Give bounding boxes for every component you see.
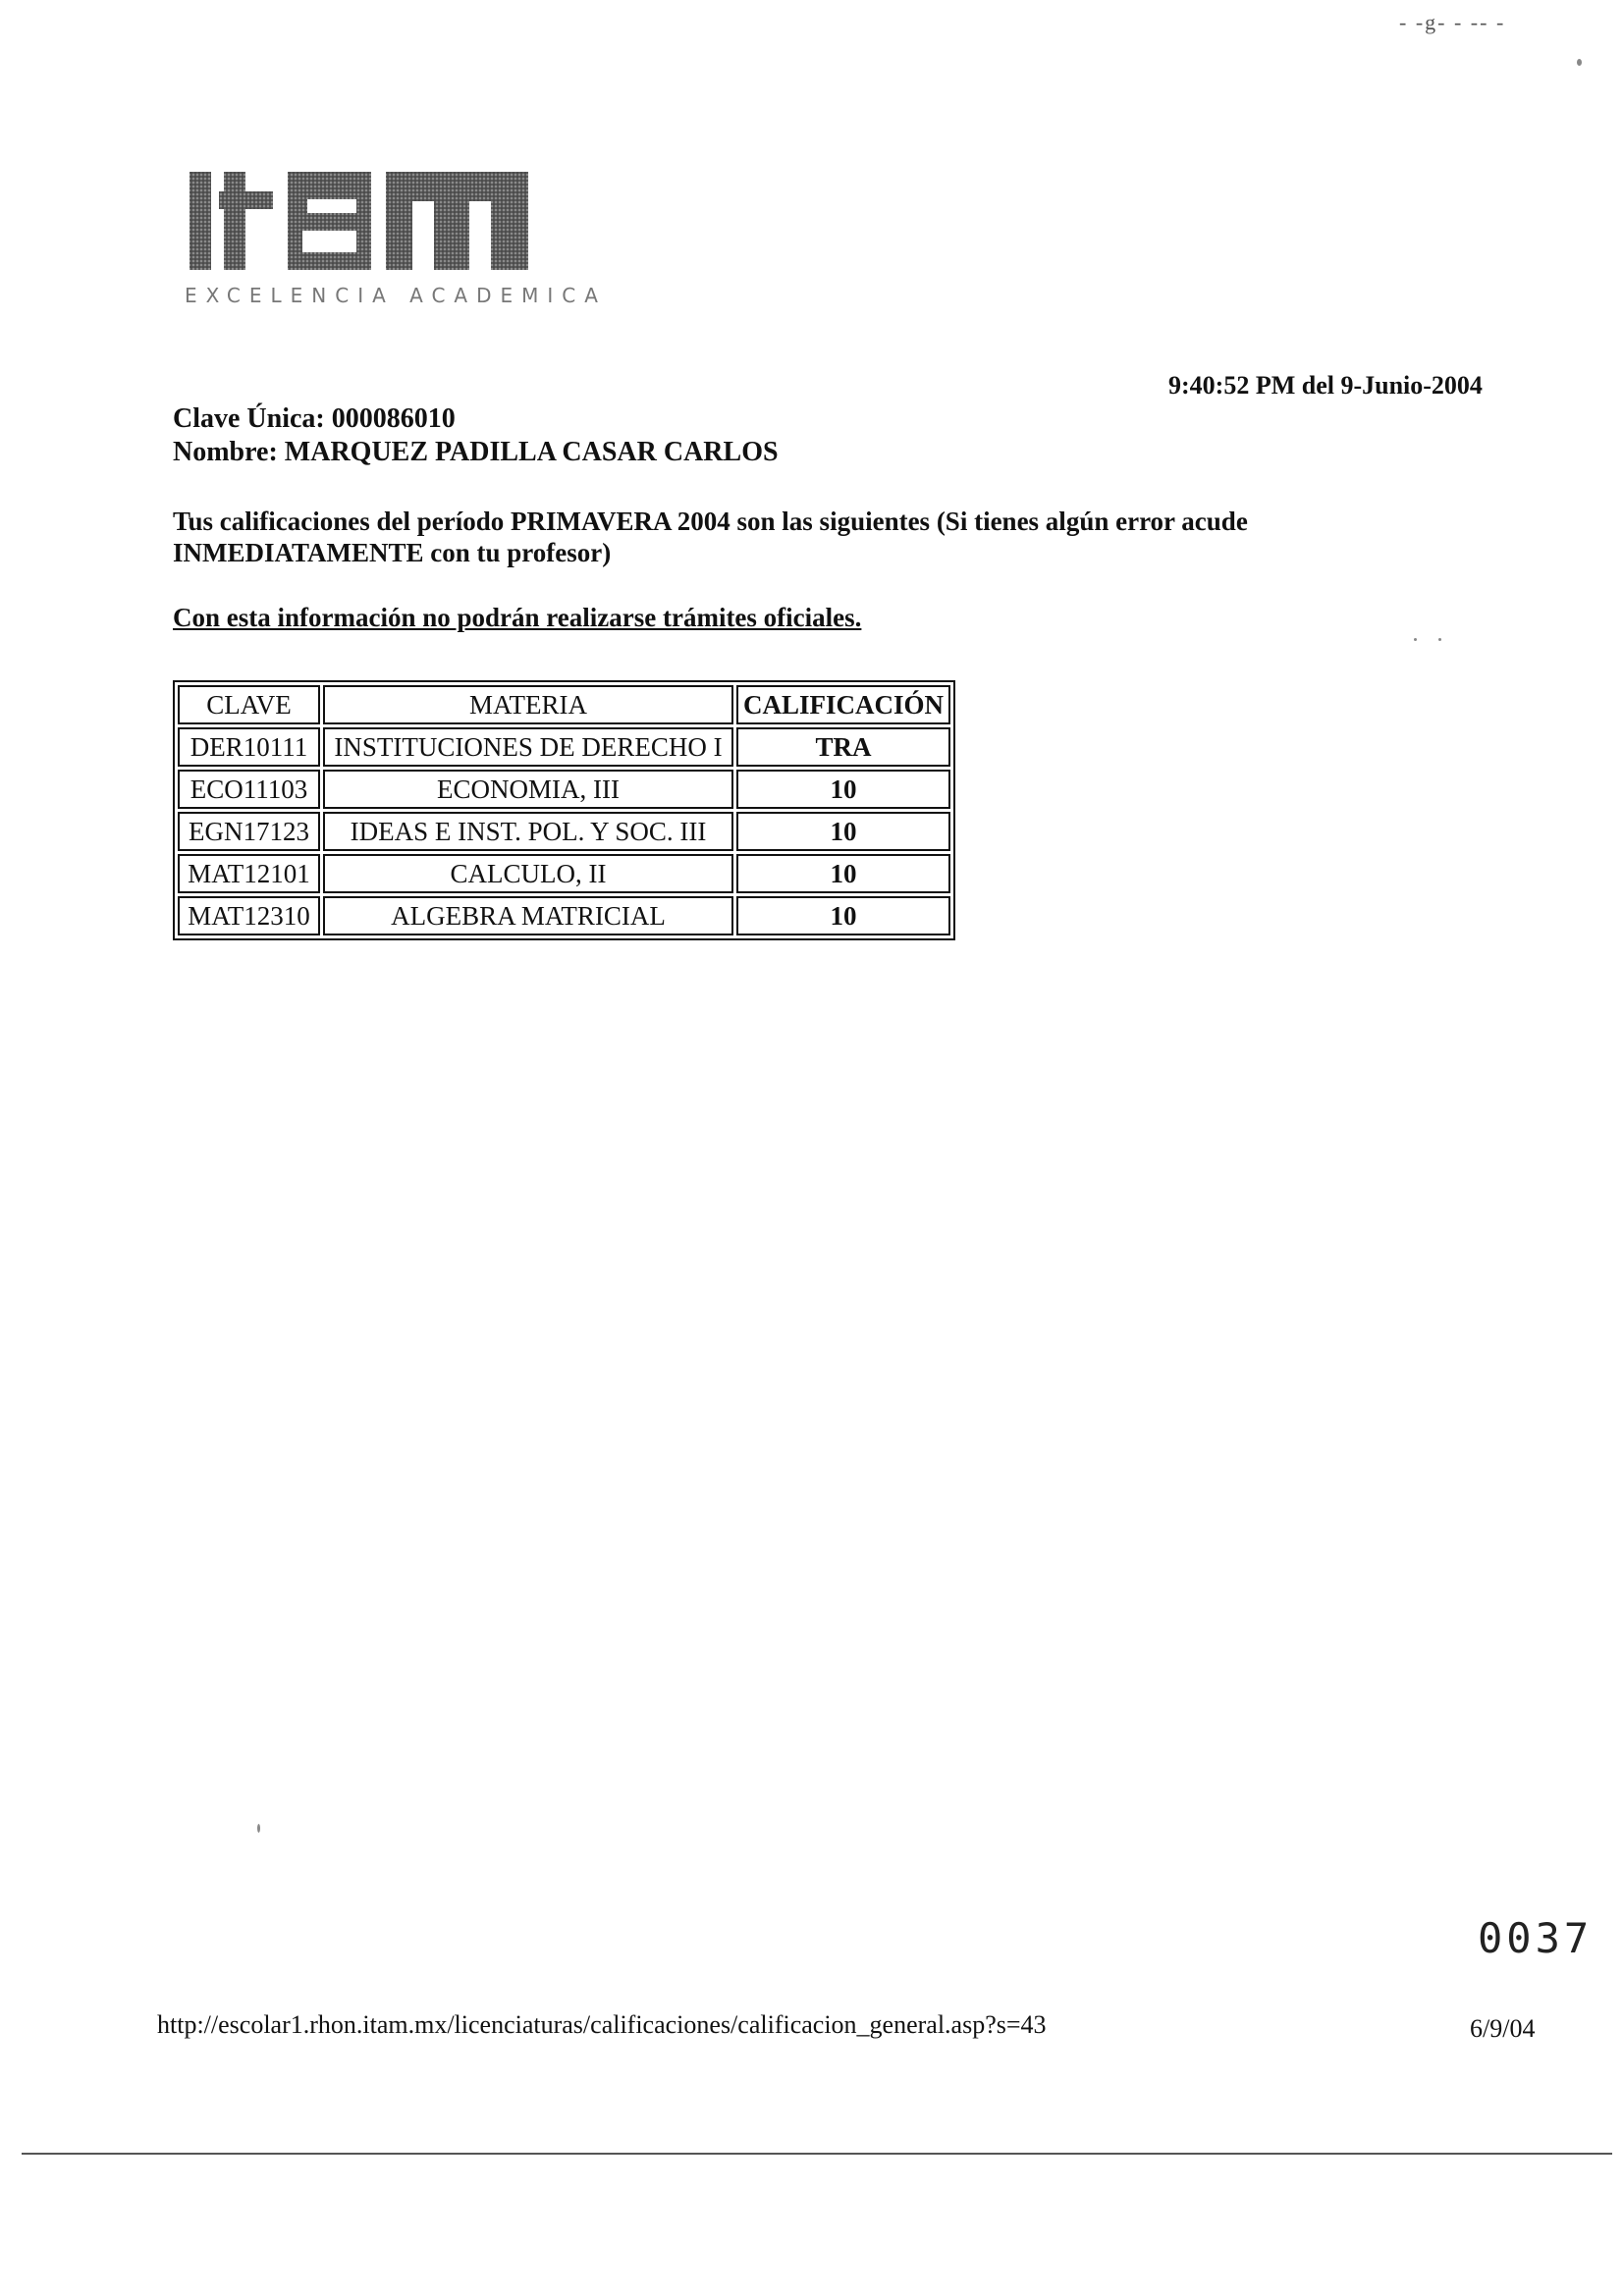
scan-speck [257,1824,260,1833]
course-code: EGN17123 [178,812,320,851]
course-grade: 10 [736,770,950,809]
table-row [178,812,950,851]
table-header-row [178,685,950,724]
course-name: CALCULO, II [323,854,733,893]
course-name: INSTITUCIONES DE DERECHO I [323,727,733,767]
grades-table [173,680,955,940]
table-row [178,727,950,767]
course-code: MAT12310 [178,896,320,935]
intro-text [173,506,1351,568]
course-name: IDEAS E INST. POL. Y SOC. III [323,812,733,851]
scan-speck [1577,59,1582,66]
itam-logo [185,162,607,309]
footer-url: http://escolar1.rhon.itam.mx/licenciaturas/calificaciones/calificacion_general.asp?s=43 [157,2010,1047,2039]
header-calificacion: CALIFICACIÓN [736,685,950,724]
report-timestamp: 9:40:52 PM del 9-Junio-2004 [1168,371,1483,400]
course-code: ECO11103 [178,770,320,809]
course-grade: 10 [736,854,950,893]
course-grade: 10 [736,812,950,851]
course-grade: 10 [736,896,950,935]
student-name: Nombre: MARQUEZ PADILLA CASAR CARLOS [173,437,779,467]
header-materia: MATERIA [323,685,733,724]
intro-line-1: Tus calificaciones del período PRIMAVERA 2004 son las siguientes (Si tienes algún error acude [173,507,1248,536]
itam-logo-graphic [185,162,607,309]
scan-speck [1414,638,1417,641]
footer-divider [22,2153,1612,2155]
footer-date: 6/9/04 [1470,2014,1536,2043]
table-row [178,896,950,935]
table-row [178,854,950,893]
header-clave: CLAVE [178,685,320,724]
course-name: ALGEBRA MATRICIAL [323,896,733,935]
official-warning: Con esta información no podrán realizarse trámites oficiales. [173,603,862,632]
course-grade: TRA [736,727,950,767]
student-info [173,402,779,469]
course-name: ECONOMIA, III [323,770,733,809]
page-stamp-number: 0037 [1478,1914,1594,1962]
intro-line-2: INMEDIATAMENTE con tu profesor) [173,538,612,567]
scan-speck [1438,638,1441,641]
clave-unica: Clave Única: 000086010 [173,403,456,434]
page-number-fragment: - -g- - -- - [1399,10,1506,34]
course-code: DER10111 [178,727,320,767]
course-code: MAT12101 [178,854,320,893]
logo-tagline: EXCELENCIA ACADEMICA [185,284,607,307]
table-row [178,770,950,809]
